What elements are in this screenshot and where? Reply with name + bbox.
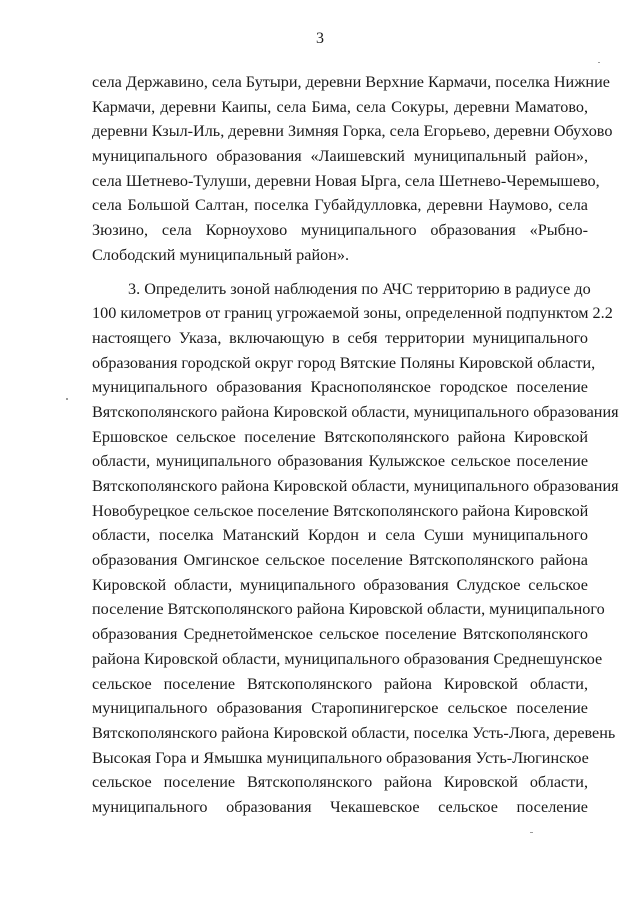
text-line: села Шетнево-Тулуши, деревни Новая Ырга, села Шетнево-Черемышево, (92, 171, 600, 190)
scan-speck (66, 398, 68, 400)
text-line: Вятскополянского района Кировской области, муниципального образования (92, 402, 619, 421)
text-line: области, муниципального образования Кулыжское сельское поселение (92, 452, 588, 471)
text-line: района Кировской области, муниципального образования Среднешунское (92, 649, 603, 668)
text-line: образования Среднетойменское сельское поселение Вятскополянского (92, 625, 588, 644)
text-line: сельское поселение Вятскополянского района Кировской области, (92, 674, 588, 693)
text-line: Кировской области, муниципального образования Слудское сельское (92, 575, 588, 594)
text-line: муниципального образования «Лаишевский муниципальный район», (92, 147, 588, 166)
text-line: деревни Кзыл-Иль, деревни Зимняя Горка, села Егорьево, деревни Обухово (92, 122, 613, 141)
text-line: Кармачи, деревни Каипы, села Бима, села Сокуры, деревни Маматово, (92, 97, 588, 116)
text-line: Вятскополянского района Кировской области, поселка Усть-Люга, деревень (92, 723, 616, 742)
text-line: сельское поселение Вятскополянского района Кировской области, (92, 773, 588, 792)
text-line: образования городской округ город Вятские Поляны Кировской области, (92, 353, 596, 372)
text-line: Слободский муниципальный район». (92, 245, 350, 264)
text-line: села Державино, села Бутыри, деревни Верхние Кармачи, поселка Нижние (92, 73, 610, 91)
text-line: села Большой Салтан, поселка Губайдулловка, деревни Наумово, села (92, 196, 588, 215)
text-line: Высокая Гора и Ямышка муниципального образования Усть-Люгинское (92, 748, 589, 767)
paragraph (92, 277, 619, 820)
text-line: Зюзино, села Корноухово муниципального образования «Рыбно- (92, 221, 588, 240)
text-line: Вятскополянского района Кировской области, муниципального образования (92, 477, 619, 495)
document-body (92, 70, 619, 820)
text-line: муниципального образования Краснополянское городское поселение (92, 378, 588, 397)
text-line: муниципального образования Старопинигерское сельское поселение (92, 699, 588, 718)
text-line: 3. Определить зоной наблюдения по АЧС территорию в радиусе до (128, 279, 591, 298)
text-line: муниципального образования Чекашевское сельское поселение (92, 797, 588, 816)
text-line: Новобурецкое сельское поселение Вятскополянского района Кировской (92, 501, 589, 520)
paragraph (92, 70, 613, 268)
scan-speck (530, 832, 533, 833)
page-number: 3 (316, 30, 324, 47)
text-line: 100 километров от границ угрожаемой зоны, определенной подпунктом 2.2 (92, 304, 613, 323)
text-line: поселение Вятскополянского района Кировской области, муниципального (92, 600, 605, 619)
scan-speck (598, 62, 600, 63)
paragraph-gap (92, 268, 588, 277)
text-line: настоящего Указа, включающую в себя территории муниципального (92, 328, 588, 347)
text-line: Ершовское сельское поселение Вятскополянского района Кировской (92, 427, 588, 446)
text-line: области, поселка Матанский Кордон и села Суши муниципального (92, 526, 588, 545)
text-line: образования Омгинское сельское поселение Вятскополянского района (92, 551, 588, 570)
